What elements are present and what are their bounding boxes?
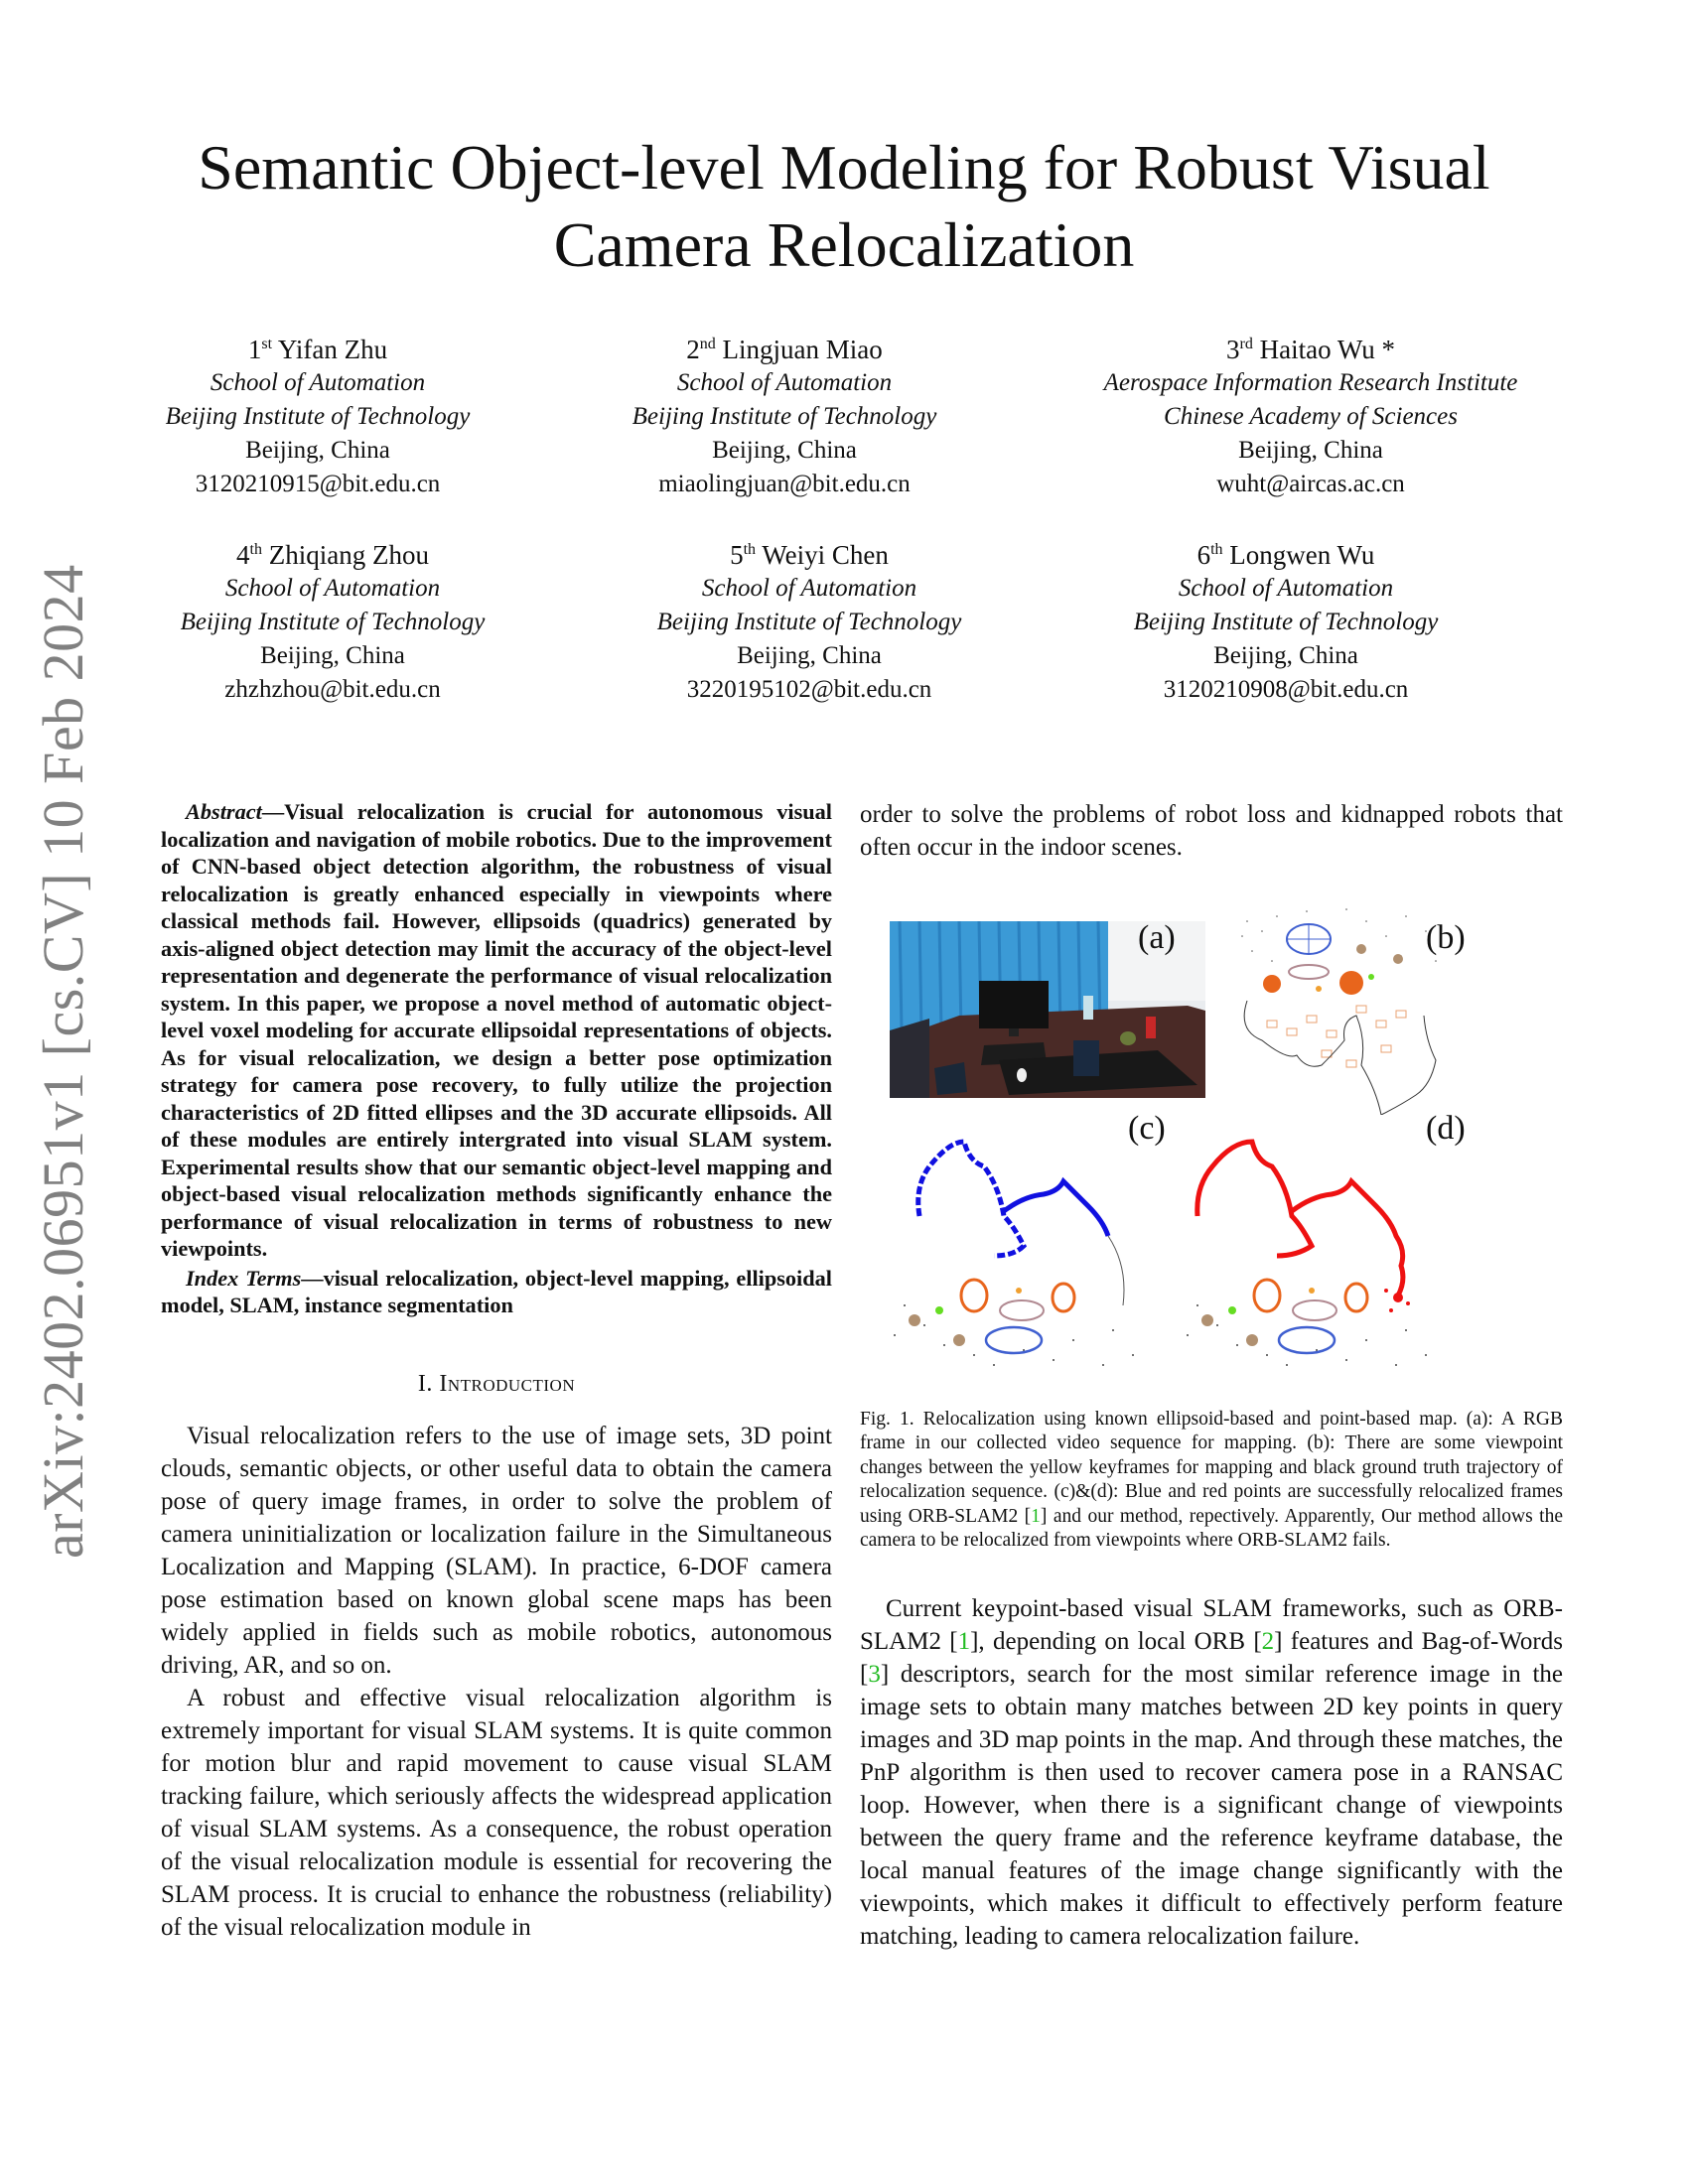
author-name: 1st Yifan Zhu (247, 335, 388, 364)
author-affiliation: School of Automation (210, 369, 426, 396)
index-terms-text: visual relocalization, object-level mapping, ellipsoidal model, SLAM, instance segmentation (161, 1265, 833, 1317)
author-location: Beijing, China (260, 642, 405, 669)
author-name: 3rd Haitao Wu * (1226, 335, 1395, 364)
index-terms-label: Index Terms (186, 1265, 302, 1291)
author-affiliation: School of Automation (224, 575, 441, 602)
author-name: 5th Weiyi Chen (730, 540, 889, 570)
author-block (586, 328, 983, 501)
author-institution: Beijing Institute of Technology (656, 609, 962, 635)
author-email: miaolingjuan@bit.edu.cn (658, 471, 911, 497)
author-location: Beijing, China (1213, 642, 1358, 669)
author-institution: Beijing Institute of Technology (1133, 609, 1439, 635)
figure-panel-d-our-method-result (1168, 1107, 1466, 1375)
author-institution: Chinese Academy of Sciences (1164, 403, 1458, 430)
authors-row-1 (99, 328, 1589, 501)
panel-label-d: (d) (1426, 1110, 1466, 1147)
citation-link[interactable]: 3 (868, 1661, 881, 1689)
right-column (860, 798, 1563, 1953)
author-location: Beijing, China (712, 437, 857, 464)
abstract: Abstract—Visual relocalization is crucial for autonomous visual localization and navigation of mobile robotics. Due to the improvement of CNN-based object detection algorithm, the robustness of visual relocalization is greatly enhanced especially in viewpoints where classical methods fail. However, ellipsoids (quadrics) generated by axis-aligned object detection may limit the accuracy of the object-level representation and degenerate the performance of visual relocalization system. In this paper, we propose a novel method of automatic object-level voxel modeling for accurate ellipsoidal representations of objects. As for visual relocalization, we design a better pose optimization strategy for camera pose recovery, to fully utilize the projection characteristics of 2D fitted ellipses and the 3D accurate ellipsoids. All of these modules are entirely intergrated into visual SLAM system. Experimental results show that our semantic object-level mapping and object-based visual relocalization methods significantly enhance the performance of visual relocalization in terms of robustness to new viewpoints. (161, 799, 832, 1261)
abstract-label: Abstract (186, 799, 262, 824)
intro-paragraph-3: Current keypoint-based visual SLAM frameworks, such as ORB-SLAM2 [1], depending on local ORB [2] features and Bag-of-Words [3] descriptors, search for the most similar reference image in the image sets to obtain many matches between 2D key points in query images and 3D map points in the map. And through these matches, the PnP algorithm is then used to recover camera pose in a RANSAC loop. However, when there is a significant change of viewpoints between the query frame and the reference keyframe database, the local manual features of the image change significantly with the viewpoints, which makes it difficult to effectively perform feature matching, leading to camera relocalization failure. (860, 1595, 1563, 1951)
section-heading-introduction: I. Introduction (417, 1370, 576, 1397)
author-block (119, 328, 516, 501)
paper-title: Semantic Object-level Modeling for Robust Visual Camera Relocalization (198, 132, 1490, 280)
author-email: 3120210908@bit.edu.cn (1163, 676, 1409, 703)
author-affiliation: Aerospace Information Research Institute (1103, 369, 1518, 396)
panel-label-a: (a) (1138, 919, 1176, 956)
left-column (161, 798, 832, 1944)
citation-link[interactable]: 2 (1261, 1628, 1275, 1656)
author-affiliation: School of Automation (676, 369, 893, 396)
intro-paragraph-1: Visual relocalization refers to the use of image sets, 3D point clouds, semantic objects, or other useful data to obtain the camera pose of query image frames, in order to solve the problem of camera uninitialization or localization failure in the Simultaneous Localization and Mapping (SLAM). In practice, 6-DOF camera pose estimation based on known global scene maps has been widely applied in fields such as mobile robotics, autonomous driving, AR, and so on. (161, 1422, 832, 1679)
index-terms: Index Terms—visual relocalization, object-level mapping, ellipsoidal model, SLAM, instance segmentation (161, 1265, 833, 1317)
author-name: 4th Zhiqiang Zhou (236, 540, 429, 570)
author-location: Beijing, China (1238, 437, 1383, 464)
figure-1 (860, 893, 1563, 1380)
author-affiliation: School of Automation (701, 575, 917, 602)
author-institution: Beijing Institute of Technology (165, 403, 471, 430)
our-method-trajectory-illustration (1168, 1107, 1466, 1375)
author-institution: Beijing Institute of Technology (180, 609, 486, 635)
panel-label-c: (c) (1128, 1110, 1166, 1147)
figure-1-caption: Fig. 1. Relocalization using known ellipsoid-based and point-based map. (a): A RGB frame in our collected video sequence for mapping. (b): There are some viewpoint changes between the yellow keyframes for mapping and black ground truth trajectory of relocalization sequence. (c)&(d): Blue and red points are successfully relocalized frames using ORB-SLAM2 [1] and our method, repectively. Apparently, Our method allows the camera to be relocalized from viewpoints where ORB-SLAM2 fails. (860, 1409, 1563, 1552)
author-email: zhzhzhou@bit.edu.cn (224, 676, 441, 703)
author-block (571, 533, 1048, 707)
author-affiliation: School of Automation (1178, 575, 1394, 602)
author-block (1048, 533, 1524, 707)
author-location: Beijing, China (737, 642, 882, 669)
author-block (1053, 328, 1569, 501)
authors-row-2 (94, 533, 1564, 707)
author-email: wuht@aircas.ac.cn (1216, 471, 1405, 497)
intro-paragraph-2-continuation: order to solve the problems of robot loss and kidnapped robots that often occur in the indoor scenes. (860, 801, 1563, 861)
intro-paragraph-2: A robust and effective visual relocalization algorithm is extremely important for visual SLAM systems. It is quite common for motion blur and rapid movement to cause visual SLAM tracking failure, which seriously affects the widespread application of visual SLAM systems. As a consequence, the robust operation of the visual relocalization module is essential for recovering the SLAM process. It is crucial to enhance the robustness (reliability) of the visual relocalization module in (161, 1684, 832, 1941)
author-email: 3120210915@bit.edu.cn (195, 471, 441, 497)
citation-link[interactable]: 1 (1031, 1505, 1041, 1527)
author-institution: Beijing Institute of Technology (632, 403, 937, 430)
author-email: 3220195102@bit.edu.cn (686, 676, 932, 703)
orbslam2-trajectory-illustration (875, 1107, 1163, 1375)
panel-label-b: (b) (1426, 919, 1466, 956)
author-name: 2nd Lingjuan Miao (686, 335, 883, 364)
author-location: Beijing, China (245, 437, 390, 464)
abstract-text: Visual relocalization is crucial for autonomous visual localization and navigation of mobile robotics. Due to the improvement of CNN-based object detection algorithm, the robustness of visual relocalization is greatly enhanced especially in viewpoints where classical methods fail. However, ellipsoids (quadrics) generated by axis-aligned object detection may limit the accuracy of the object-level representation and degenerate the performance of visual relocalization system. In this paper, we propose a novel method of automatic object-level voxel modeling for accurate ellipsoidal representations of objects. As for visual relocalization, we design a better pose optimization strategy for camera pose recovery, to fully utilize the projection characteristics of 2D fitted ellipses and the 3D accurate ellipsoids. All of these modules are entirely intergrated into visual SLAM system. Experimental results show that our semantic object-level mapping and object-based visual relocalization methods significantly enhance the performance of visual relocalization in terms of robustness to new viewpoints. (161, 799, 832, 1261)
citation-link[interactable]: 1 (957, 1628, 971, 1656)
author-name: 6th Longwen Wu (1196, 540, 1375, 570)
figure-panel-c-orbslam2-result (875, 1107, 1163, 1375)
arxiv-identifier-stamp: arXiv:2402.06951v1 [cs.CV] 10 Feb 2024 (31, 564, 95, 1559)
author-block (94, 533, 571, 707)
